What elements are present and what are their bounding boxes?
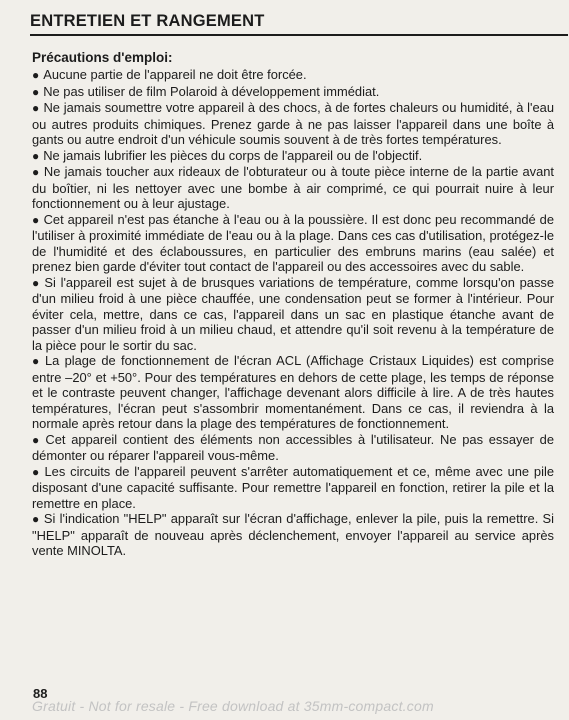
list-item	[32, 353, 554, 432]
page-title: ENTRETIEN ET RANGEMENT	[30, 12, 265, 30]
list-item-text: Ne jamais toucher aux rideaux de l'obturateur ou à toute pièce interne de la partie avant du boîtier, ni les nettoyer avec une bombe à air comprimé, ce qui pourrait nuire à leur fonctionnement ou à leur ajustage.	[32, 164, 554, 211]
list-item	[32, 432, 554, 464]
section-subtitle: Précautions d'emploi:	[32, 50, 173, 65]
list-item	[32, 164, 554, 212]
bullet-icon: ●	[32, 148, 40, 163]
list-item	[32, 67, 554, 84]
title-underline	[30, 34, 568, 36]
bullet-icon: ●	[32, 68, 40, 82]
bullet-icon: ●	[32, 101, 40, 115]
bullet-icon: ●	[32, 512, 40, 526]
list-item-text: Si l'indication "HELP" apparaît sur l'écran d'affichage, enlever la pile, puis la remettre. Si "HELP" apparaît de nouveau après déclenchement, envoyer l'appareil au service après vente MINOLTA.	[32, 511, 555, 558]
bullet-icon: ●	[32, 275, 41, 290]
watermark-text: Gratuit - Not for resale - Free download at 35mm-compact.com	[32, 698, 434, 714]
list-item	[32, 100, 554, 148]
bullet-icon: ●	[32, 432, 42, 447]
section-header	[30, 10, 568, 36]
list-item-text: Si l'appareil est sujet à de brusques variations de température, comme lorsqu'on passe d'un milieu froid à une pièce chauffée, une condensation peut se former à l'intérieur. Pour éviter cela, mettre, dans ce cas, l'appareil dans un sac en plastique étanche avant de passer d'un milieu froid à un milieu chaud, et attendre qu'il soit revenu à la température de la pièce pour le sortir du sac.	[32, 274, 555, 353]
page-number: 88	[33, 686, 48, 701]
list-item	[32, 148, 554, 165]
bullet-icon: ●	[32, 165, 40, 179]
list-item	[32, 275, 554, 354]
precautions-section	[32, 50, 554, 559]
bullet-icon: ●	[32, 212, 40, 227]
list-item-text: Aucune partie de l'appareil ne doit être forcée.	[43, 67, 307, 82]
precautions-list	[32, 67, 554, 559]
list-item-text: Ne jamais lubrifier les pièces du corps de l'appareil ou de l'objectif.	[43, 147, 423, 163]
list-item-text: Cet appareil contient des éléments non accessibles à l'utilisateur. Ne pas essayer de démonter ou réparer l'appareil vous-même.	[32, 431, 554, 463]
list-item-text: Cet appareil n'est pas étanche à l'eau ou à la poussière. Il est donc peu recommandé de l'utiliser à proximité immédiate de l'eau ou à la plage. Dans ces cas d'utilisation, protégez-le de l'humidité et des éclaboussures, en particulier des embruns marins (eau salée) et prenez bien garde d'éviter tout contact de l'appareil ou des accessoires avec du sable.	[32, 211, 554, 274]
list-item-text: Ne pas utiliser de film Polaroid à développement immédiat.	[43, 83, 380, 99]
list-item-text: Les circuits de l'appareil peuvent s'arrêter automatiquement et ce, même avec une pile disposant d'une capacité suffisante. Pour remettre l'appareil en fonction, retirer la pile et la remettre en place.	[32, 463, 554, 511]
bullet-icon: ●	[32, 84, 40, 99]
list-item	[32, 464, 554, 512]
list-item	[32, 212, 554, 275]
list-item-text: La plage de fonctionnement de l'écran ACL (Affichage Cristaux Liquides) est comprise entre –20° et +50°. Pour des températures en dehors de cette plage, les temps de réponse et le contraste peuvent changer, l'affichage devenant alors difficile à lire. A de très hautes températures, l'écran peut s'assombrir momentanément. Dans ce cas, il reviendra à la normale après retour dans la plage des températures de fonctionnement.	[32, 353, 555, 431]
list-item-text: Ne jamais soumettre votre appareil à des chocs, à de fortes chaleurs ou humidité, à l'eau ou autres produits chimiques. Prenez garde à ne pas laisser l'appareil dans une boîte à gants ou autre endroit d'un véhicule soumis souvent à de très fortes températures.	[32, 100, 554, 147]
bullet-icon: ●	[32, 464, 41, 479]
list-item	[32, 84, 554, 101]
bullet-icon: ●	[32, 354, 41, 368]
list-item	[32, 511, 554, 559]
